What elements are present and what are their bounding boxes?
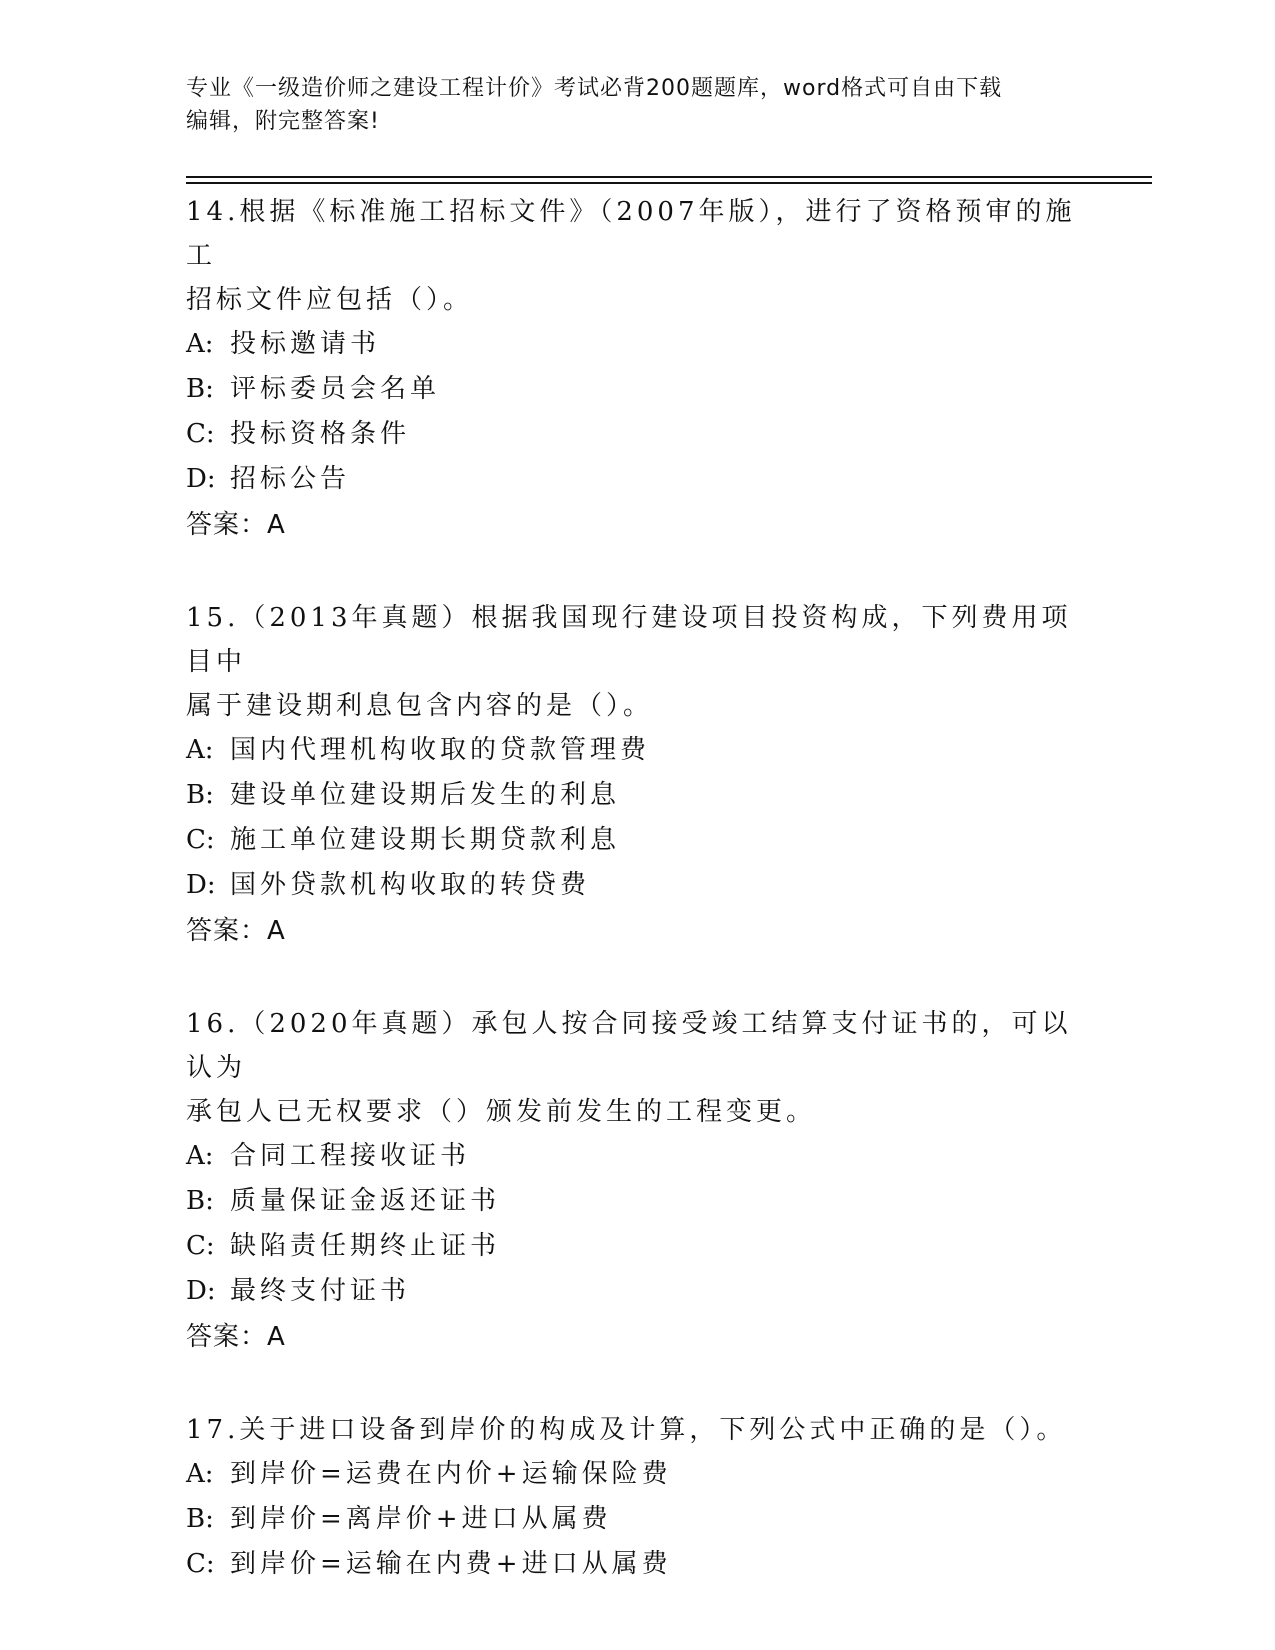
option-key: C:: [186, 1231, 215, 1261]
question-17: [186, 1408, 1086, 1587]
header-line-2: 编辑，附完整答案!: [186, 109, 380, 134]
header-line-1: 专业《一级造价师之建设工程计价》考试必背200题题库，word格式可自由下载: [186, 76, 1003, 101]
option-key: A:: [186, 1459, 214, 1489]
option-text: 国外贷款机构收取的转贷费: [230, 870, 591, 900]
option-key: B:: [186, 374, 214, 404]
question-16: [186, 1002, 1086, 1360]
option-key: B:: [186, 1504, 214, 1534]
option-key: C:: [186, 1549, 215, 1579]
option-text: 合同工程接收证书: [230, 1141, 471, 1171]
option-a: [186, 1452, 1086, 1497]
option-text: 到岸价=运费在内价+运输保险费: [230, 1459, 672, 1489]
option-text: 质量保证金返还证书: [230, 1186, 501, 1216]
option-b: [186, 1179, 1086, 1224]
option-c: [186, 1224, 1086, 1269]
option-key: B:: [186, 780, 214, 810]
question-stem: 15.（2013年真题）根据我国现行建设项目投资构成，下列费用项目中: [186, 603, 1072, 677]
question-stem: 14.根据《标准施工招标文件》（2007年版），进行了资格预审的施工: [186, 197, 1076, 271]
option-text: 到岸价=运输在内费+进口从属费: [230, 1549, 672, 1579]
option-text: 最终支付证书: [230, 1276, 411, 1306]
option-key: D:: [186, 464, 216, 494]
option-b: [186, 1497, 1086, 1542]
option-text: 投标邀请书: [230, 329, 381, 359]
question-list: [186, 190, 1086, 1587]
question-14: [186, 190, 1086, 548]
answer-line: 答案：A: [186, 510, 286, 540]
answer-line: 答案：A: [186, 1322, 286, 1352]
header-divider-top: [186, 176, 1152, 178]
question-stem: 招标文件应包括（）。: [186, 285, 474, 315]
option-text: 缺陷责任期终止证书: [230, 1231, 501, 1261]
option-text: 招标公告: [230, 464, 351, 494]
option-text: 投标资格条件: [230, 419, 411, 449]
option-text: 国内代理机构收取的贷款管理费: [230, 735, 651, 765]
option-text: 到岸价=离岸价+进口从属费: [230, 1504, 612, 1534]
question-stem: 16.（2020年真题）承包人按合同接受竣工结算支付证书的，可以认为: [186, 1009, 1072, 1083]
answer-line: 答案：A: [186, 916, 286, 946]
question-stem: 17.关于进口设备到岸价的构成及计算，下列公式中正确的是（）。: [186, 1415, 1067, 1445]
option-key: D:: [186, 870, 216, 900]
option-text: 建设单位建设期后发生的利息: [230, 780, 621, 810]
question-15: [186, 596, 1086, 954]
document-header: [186, 72, 1086, 138]
option-c: [186, 818, 1086, 863]
option-c: [186, 1542, 1086, 1587]
option-key: C:: [186, 419, 215, 449]
option-d: [186, 457, 1086, 502]
option-b: [186, 773, 1086, 818]
option-key: A:: [186, 329, 214, 359]
option-text: 施工单位建设期长期贷款利息: [230, 825, 621, 855]
option-a: [186, 728, 1086, 773]
header-divider-bottom: [186, 182, 1152, 184]
question-stem: 承包人已无权要求（）颁发前发生的工程变更。: [186, 1097, 817, 1127]
option-key: A:: [186, 735, 214, 765]
question-stem: 属于建设期利息包含内容的是（）。: [186, 691, 654, 721]
option-key: A:: [186, 1141, 214, 1171]
option-key: C:: [186, 825, 215, 855]
option-text: 评标委员会名单: [230, 374, 441, 404]
option-b: [186, 367, 1086, 412]
option-a: [186, 322, 1086, 367]
option-d: [186, 863, 1086, 908]
option-c: [186, 412, 1086, 457]
option-a: [186, 1134, 1086, 1179]
option-key: D:: [186, 1276, 216, 1306]
option-key: B:: [186, 1186, 214, 1216]
option-d: [186, 1269, 1086, 1314]
